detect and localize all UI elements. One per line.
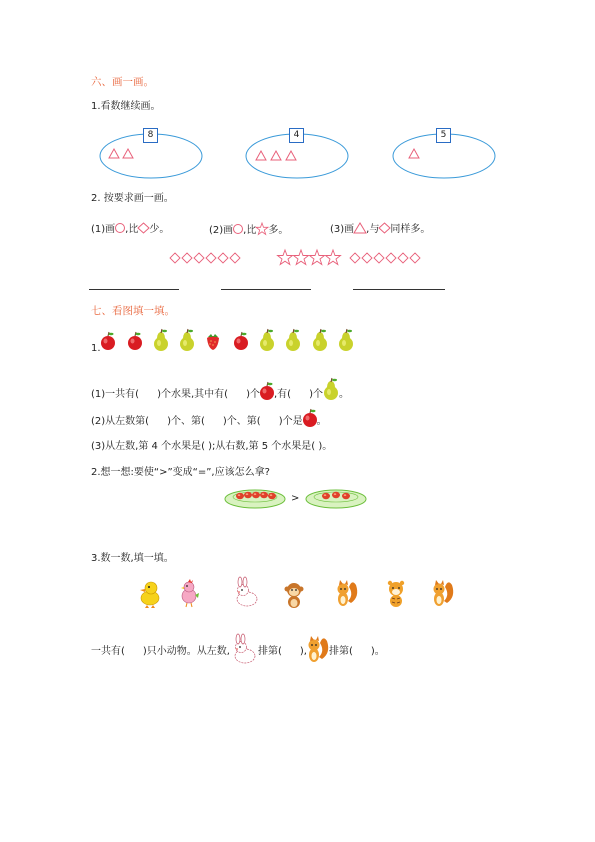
- q2-part1: (1)画 ,比 少。: [91, 224, 170, 235]
- monkey-icon: [285, 583, 304, 608]
- squirrel-icon: [307, 637, 329, 659]
- duck-icon: [140, 582, 159, 608]
- q7-3-sentence: 一共有( )只小动物。从左数, 排第( ), 排第( )。: [91, 637, 385, 659]
- section7-title: 七、看图填一填。: [91, 305, 175, 317]
- rabbit-icon: [237, 577, 257, 606]
- q2-label: 2. 按要求画一画。: [91, 193, 174, 204]
- q2-part2: (2)画 ,比 多。: [209, 225, 289, 236]
- greater-than-sign: >: [291, 493, 300, 504]
- rabbit-icon: [230, 637, 258, 659]
- chick-icon: [181, 579, 199, 607]
- tiger-icon: [388, 581, 404, 607]
- q7-1-s3: (3)从左数,第 4 个水果是( );从右数,第 5 个水果是( )。: [91, 441, 333, 452]
- q2-part3: (3)画 ,与 同样多。: [330, 224, 431, 235]
- number-box-2: 4: [289, 128, 304, 143]
- section6-title: 六、画一画。: [91, 76, 154, 88]
- number-box-3: 5: [436, 128, 451, 143]
- number-box-1: 8: [143, 128, 158, 143]
- q7-2-label: 2.想一想:要使“>”变成“=”,应该怎么拿?: [91, 467, 270, 478]
- squirrel-icon: [434, 580, 454, 606]
- q7-1-s1: (1)一共有( )个水果,其中有( )个 ,有( )个 。: [91, 380, 349, 401]
- q7-1-s2: (2)从左数第( )个、第( )个、第( )个是 。: [91, 411, 327, 428]
- q7-3-label: 3.数一数,填一填。: [91, 553, 174, 564]
- squirrel-icon: [338, 580, 358, 606]
- q7-1-number: 1.: [91, 343, 101, 354]
- q1-label: 1.看数继续画。: [91, 101, 161, 112]
